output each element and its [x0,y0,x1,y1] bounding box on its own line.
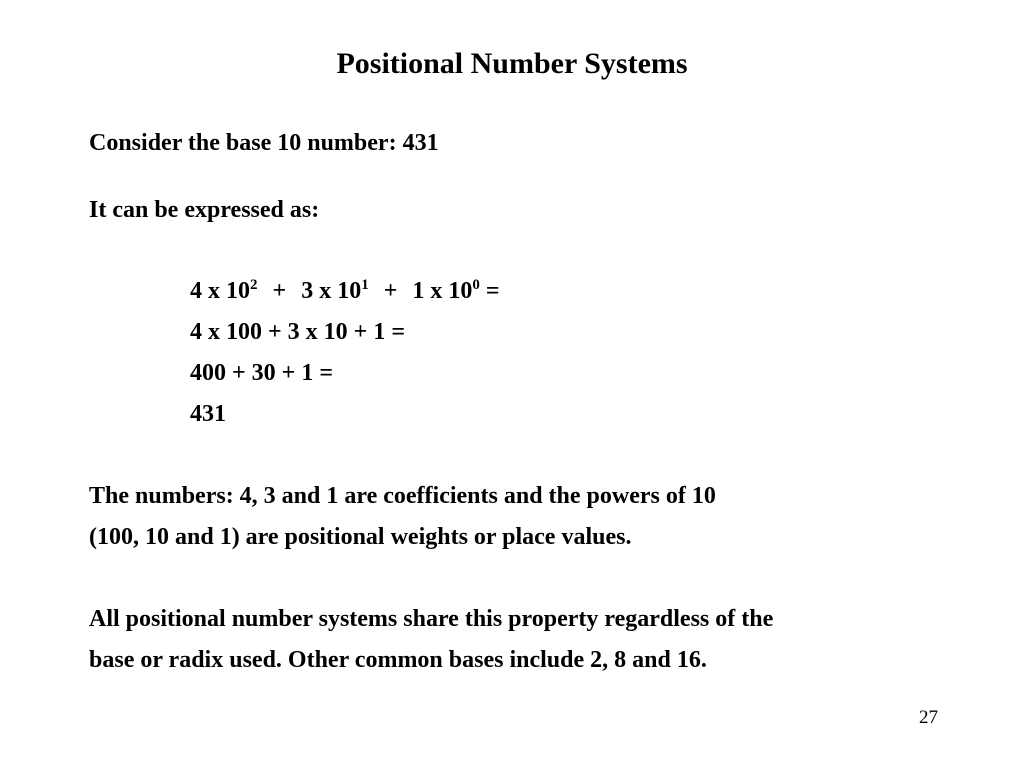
plus-sign: + [383,278,398,304]
intro-text: Consider the base 10 number: 431 [89,130,439,156]
plus-sign: + [272,278,287,304]
exponent-1: 1 [361,277,369,293]
exponent-2: 2 [250,277,258,293]
term-tens: 3 x 10 [301,278,362,304]
expanded-form-line [190,276,500,306]
expansion-result: 431 [190,401,226,427]
exponent-0: 0 [472,277,480,293]
expansion-step-2: 4 x 100 + 3 x 10 + 1 = [190,319,406,345]
expression-intro: It can be expressed as: [89,197,320,223]
page-number: 27 [919,707,938,728]
expansion-step-3: 400 + 30 + 1 = [190,360,334,386]
paragraph-1-line-2: (100, 10 and 1) are positional weights or place values. [89,524,632,550]
equals-sign: = [485,278,500,304]
term-hundreds: 4 x 10 [190,278,250,304]
paragraph-1-line-1: The numbers: 4, 3 and 1 are coefficients and the powers of 10 [89,483,716,509]
slide-title: Positional Number Systems [336,47,688,80]
term-ones: 1 x 10 [412,278,473,304]
paragraph-2-line-2: base or radix used. Other common bases include 2, 8 and 16. [89,647,707,673]
paragraph-2-line-1: All positional number systems share this property regardless of the [89,606,774,632]
